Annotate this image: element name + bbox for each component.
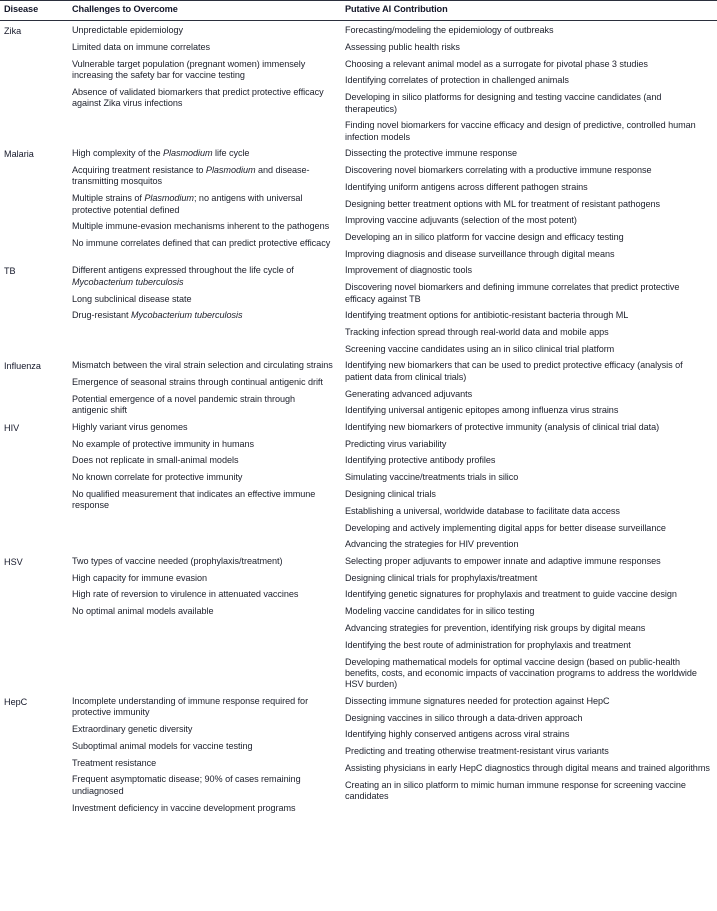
- list-item: Extraordinary genetic diversity: [72, 723, 193, 734]
- list-item: High rate of reversion to virulence in attenuated vaccines: [72, 589, 299, 600]
- challenges-cell-list: [72, 25, 333, 110]
- challenges-cell: [72, 556, 345, 618]
- list-item: Developing an in silico platform for vaccine design and efficacy testing: [345, 232, 624, 243]
- list-item: No optimal animal models available: [72, 606, 214, 617]
- list-item: Incomplete understanding of immune response required for protective immunity: [72, 695, 309, 718]
- ai-contribution-cell-list: [345, 25, 711, 143]
- challenges-cell-list: [72, 148, 333, 249]
- list-item: Finding novel biomarkers for vaccine efficacy and design of predictive, controlled human infection models: [345, 120, 696, 142]
- list-item: Unpredictable epidemiology: [72, 25, 184, 35]
- disease-name: Influenza: [4, 361, 41, 372]
- list-item: Highly variant virus genomes: [72, 421, 188, 432]
- list-item: Designing clinical trials: [345, 488, 436, 499]
- column-header-challenges: Challenges to Overcome: [72, 4, 178, 14]
- list-item: Selecting proper adjuvants to empower innate and adaptive immune responses: [345, 555, 661, 566]
- list-item: Predicting and treating otherwise treatment-resistant virus variants: [345, 746, 609, 757]
- list-item: Identifying treatment options for antibiotic-resistant bacteria through ML: [345, 310, 629, 321]
- disease-name: Zika: [4, 26, 22, 36]
- list-item: Establishing a universal, worldwide database to facilitate data access: [345, 505, 620, 516]
- table-header-row: [0, 0, 717, 21]
- list-item: No known correlate for protective immunity: [72, 472, 243, 483]
- list-item: Absence of validated biomarkers that predict protective efficacy against Zika virus infections: [72, 86, 324, 109]
- column-header-ai-contribution: Putative AI Contribution: [345, 4, 448, 14]
- challenges-cell: [72, 25, 345, 110]
- challenges-cell: [72, 696, 345, 814]
- list-item: Identifying new biomarkers of protective immunity (analysis of clinical trial data): [345, 421, 660, 432]
- list-item: Predicting virus variability: [345, 438, 447, 449]
- ai-contribution-cell-list: [345, 556, 711, 691]
- list-item: Potential emergence of a novel pandemic strain through antigenic shift: [72, 393, 296, 416]
- table-row: [0, 21, 717, 143]
- ai-contribution-cell-list: [345, 422, 711, 551]
- list-item: Identifying correlates of protection in challenged animals: [345, 75, 569, 86]
- list-item: Identifying new biomarkers that can be used to predict protective efficacy (analysis of patient data from clinical trials): [345, 360, 683, 382]
- list-item: Forecasting/modeling the epidemiology of outbreaks: [345, 25, 554, 35]
- list-item: Investment deficiency in vaccine development programs: [72, 802, 296, 813]
- challenges-cell-list: [72, 696, 333, 814]
- list-item: Improving vaccine adjuvants (selection of the most potent): [345, 215, 577, 226]
- table-row: [0, 355, 717, 416]
- list-item: Vulnerable target population (pregnant women) immensely increasing the safety bar for vaccine testing: [72, 58, 306, 80]
- list-item: High complexity of the Plasmodium life cycle: [72, 148, 250, 159]
- list-item: Designing clinical trials for prophylaxis/treatment: [345, 572, 538, 583]
- table-row: [0, 691, 717, 814]
- challenges-cell: [72, 148, 345, 249]
- list-item: Identifying universal antigenic epitopes among influenza virus strains: [345, 405, 619, 416]
- list-item: Assisting physicians in early HepC diagnostics through digital means and trained algorithms: [345, 762, 710, 773]
- disease-name: HSV: [4, 556, 23, 567]
- list-item: Limited data on immune correlates: [72, 41, 211, 52]
- list-item: Screening vaccine candidates using an in silico clinical trial platform: [345, 343, 615, 354]
- list-item: No qualified measurement that indicates an effective immune response: [72, 488, 316, 511]
- ai-contribution-cell: [345, 696, 717, 803]
- ai-contribution-cell: [345, 360, 717, 416]
- disease-name: Malaria: [4, 149, 34, 160]
- disease-name: TB: [4, 266, 16, 277]
- list-item: Mismatch between the viral strain selection and circulating strains: [72, 360, 333, 371]
- list-item: No example of protective immunity in humans: [72, 438, 255, 449]
- list-item: Discovering novel biomarkers correlating with a productive immune response: [345, 165, 652, 175]
- disease-name: HepC: [4, 696, 28, 707]
- list-item: Improvement of diagnostic tools: [345, 265, 472, 276]
- challenges-cell-list: [72, 556, 333, 618]
- list-item: Two types of vaccine needed (prophylaxis/treatment): [72, 555, 283, 566]
- list-item: Developing and actively implementing digital apps for better disease surveillance: [345, 522, 666, 533]
- list-item: Dissecting the protective immune response: [345, 148, 518, 159]
- list-item: Dissecting immune signatures needed for protection against HepC: [345, 695, 610, 706]
- challenges-cell: [72, 360, 345, 416]
- list-item: High capacity for immune evasion: [72, 572, 208, 583]
- list-item: Identifying the best route of administration for prophylaxis and treatment: [345, 639, 631, 650]
- table-row: [0, 551, 717, 691]
- list-item: Simulating vaccine/treatments trials in silico: [345, 472, 519, 483]
- challenges-cell-list: [72, 422, 333, 512]
- list-item: Long subclinical disease state: [72, 293, 192, 304]
- ai-contribution-cell: [345, 148, 717, 260]
- table-body: [0, 21, 717, 814]
- challenges-cell-list: [72, 265, 333, 321]
- ai-contribution-cell-list: [345, 696, 711, 803]
- ai-contribution-cell: [345, 422, 717, 551]
- list-item: Identifying highly conserved antigens across viral strains: [345, 729, 570, 740]
- list-item: Suboptimal animal models for vaccine testing: [72, 740, 253, 751]
- ai-contribution-cell: [345, 556, 717, 691]
- challenges-cell-list: [72, 360, 333, 416]
- list-item: Tracking infection spread through real-world data and mobile apps: [345, 327, 609, 338]
- list-item: Acquiring treatment resistance to Plasmodium and disease-transmitting mosquitos: [72, 165, 310, 187]
- list-item: Choosing a relevant animal model as a surrogate for pivotal phase 3 studies: [345, 58, 648, 69]
- list-item: Generating advanced adjuvants: [345, 388, 473, 399]
- list-item: Treatment resistance: [72, 757, 157, 768]
- list-item: Does not replicate in small-animal models: [72, 455, 239, 466]
- table-row: [0, 417, 717, 551]
- list-item: Identifying protective antibody profiles: [345, 455, 496, 466]
- list-item: Discovering novel biomarkers and defining immune correlates that predict protective efficacy against TB: [345, 282, 680, 304]
- list-item: Drug-resistant Mycobacterium tuberculosis: [72, 310, 243, 321]
- list-item: Frequent asymptomatic disease; 90% of cases remaining undiagnosed: [72, 774, 301, 796]
- table-row: [0, 260, 717, 355]
- challenges-cell: [72, 422, 345, 512]
- list-item: Different antigens expressed throughout the life cycle of Mycobacterium tuberculosis: [72, 265, 294, 287]
- list-item: Identifying uniform antigens across different pathogen strains: [345, 181, 588, 192]
- list-item: Identifying genetic signatures for prophylaxis and treatment to guide vaccine design: [345, 589, 677, 600]
- ai-contribution-cell-list: [345, 148, 711, 260]
- ai-contribution-cell-list: [345, 360, 711, 416]
- table-row: [0, 143, 717, 260]
- disease-name: HIV: [4, 422, 20, 433]
- list-item: Emergence of seasonal strains through continual antigenic drift: [72, 377, 323, 388]
- list-item: Assessing public health risks: [345, 41, 460, 52]
- list-item: No immune correlates defined that can predict protective efficacy: [72, 238, 331, 249]
- list-item: Designing vaccines in silico through a data-driven approach: [345, 712, 583, 723]
- list-item: Improving diagnosis and disease surveillance through digital means: [345, 248, 615, 259]
- list-item: Multiple immune-evasion mechanisms inherent to the pathogens: [72, 221, 330, 232]
- list-item: Modeling vaccine candidates for in silico testing: [345, 606, 535, 617]
- list-item: Multiple strains of Plasmodium; no antigens with universal protective potential defined: [72, 193, 303, 215]
- ai-contribution-cell-list: [345, 265, 711, 355]
- list-item: Developing in silico platforms for designing and testing vaccine candidates (and therapeutics): [345, 92, 662, 114]
- column-header-disease: Disease: [4, 4, 39, 14]
- ai-contribution-cell: [345, 265, 717, 355]
- list-item: Advancing strategies for prevention, identifying risk groups by digital means: [345, 622, 646, 633]
- list-item: Creating an in silico platform to mimic human immune response for screening vaccine candidates: [345, 779, 686, 802]
- challenges-cell: [72, 265, 345, 321]
- list-item: Developing mathematical models for optimal vaccine design (based on public-health benefits, costs, and economic impacts of vaccination programs to address the worldwide HSV burden): [345, 656, 697, 690]
- list-item: Advancing the strategies for HIV prevention: [345, 539, 519, 550]
- list-item: Designing better treatment options with ML for treatment of resistant pathogens: [345, 198, 661, 209]
- ai-contribution-cell: [345, 25, 717, 143]
